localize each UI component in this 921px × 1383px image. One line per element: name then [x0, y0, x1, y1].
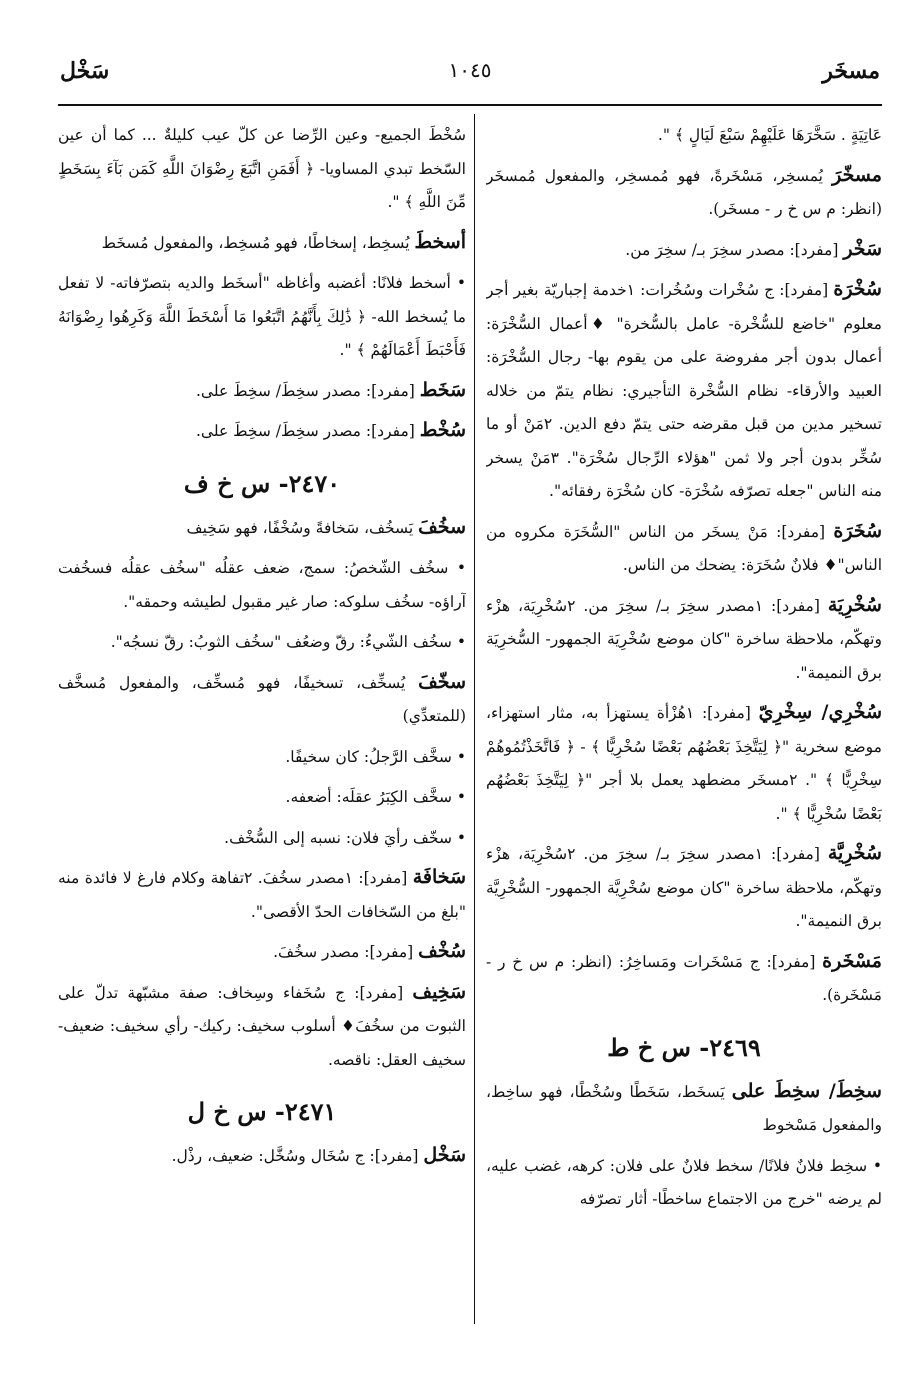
headword: سُخْف: [418, 940, 466, 962]
section-heading: ٢٤٧١- س خ ل: [187, 1097, 337, 1126]
headword: سُخْرِيَة: [827, 593, 882, 616]
entry: [58, 740, 466, 775]
entry: [486, 515, 882, 583]
entry: [486, 696, 882, 831]
entry: [58, 374, 466, 409]
entry: [486, 1149, 882, 1217]
definition: [مفرد]: ١هُزْأة يستهزأ به، مثار استهزاء، موضع سخرية "﴿ لِيَتَّخِذَ بَعْضُهُم بَعْضًا سُخْرِيًّا ﴾ - ﴿ فَاتَّخَذْتُمُوهُمْ سِخْرِيًّا ﴾ ". ٢مسخَر مضطهد يعمل بلا أجر "﴿ لِيَتَّخِذَ بَعْضُهُم بَعْضًا سُخْرِيًّا ﴾ ".: [486, 704, 882, 823]
entry: [58, 1139, 466, 1174]
definition: [مفرد]: ج مَسْخَرات ومَساخِرُ: (انظر: م س خ ر - مَسْخَرة).: [486, 952, 882, 1004]
entry: [58, 625, 466, 660]
definition: [مفرد]: مصدر سخُفَ.: [273, 943, 414, 961]
definition: يُسخِط، إسخاطًا، فهو مُسخِط، والمفعول مُسخَط: [101, 233, 410, 252]
header-rule: [58, 104, 882, 106]
entry: [486, 159, 882, 227]
section-heading: ٢٤٦٩- س خ ط: [607, 1032, 761, 1062]
definition: • سخُف الشّيءُ: رقّ وضعُف "سخُف الثوبُ: رقّ نسجُه".: [110, 633, 466, 651]
right-column: [486, 118, 882, 1338]
entry: [486, 945, 882, 1013]
guide-word-right: مسخَر: [822, 58, 880, 84]
definition: [مفرد]: ج سُخَفاء وسِخاف: صفة مشبّهة تدلّ على الثبوت من سخُفَ♦ أسلوب سخيف: ركيك- رأي سخيف: ضعيف- سخيف العقل: ناقصه.: [58, 983, 466, 1069]
headword: سَخِيف: [412, 980, 466, 1003]
headword: سخّفَ: [418, 670, 466, 693]
definition: [مفرد]: مَنْ يسخَر من الناس "السُّخَرَة مكروه من الناس"♦ فلانٌ سُخَرَة: يضحك من الناس.: [486, 522, 882, 574]
definition: عَاتِيَةٍ . سَخَّرَهَا عَلَيْهِمْ سَبْعَ لَيَالٍ ﴾ ".: [657, 126, 882, 144]
headword: سُخْرِي/ سِخْرِيّ: [758, 701, 882, 723]
definition: [مفرد]: مصدر سخِرَ بـ/ سخِرَ من.: [625, 240, 839, 259]
definition: سُخْطَ الجميع- وعين الرِّضا عن كلّ عيب كليلةٌ ... كما أن عين السّخط تبدي المساويا- ﴿ أَفَمَنِ اتَّبَعَ رِضْوَانَ اللَّهِ كَمَن بَآءَ بِسَخَطٍ مِّنَ اللَّهِ ﴾ ".: [58, 126, 466, 211]
headword: مسخّرَ: [832, 163, 882, 186]
entry: [58, 226, 466, 261]
definition: [مفرد]: ج سُخْرات وسُخُرات: ١خدمة إجباريّة بغير أجر معلوم "خاضع للسُّخْرة- عامل بالسُّخرة" ♦أعمال السُّخْرَة: أعمال بدون أجر مفروضة على من يقوم بها- رجال السُّخْرَة: العبيد والأرقاء- نظام السُّخْرة التأجيري: نظام يتمّ من خلاله تسخير مدين من قبل مقرضه حتى يتمّ دفع الدين. ٢مَنْ أو ما سُخِّر بدون أجر ولا ثمن "هؤلاء الرِّجال سُخْرَة". ٣مَنْ يسخر منه الناس "جعله تصرّفه سُخْرَة- كان سُخْرَة رفقائه".: [486, 281, 882, 500]
headword: سخُفَ: [418, 515, 466, 538]
definition: يَسخُف، سَخافةً وسُخْفًا، فهو سَخِيف: [186, 518, 414, 537]
headword: سَخافَة: [412, 866, 466, 888]
entry: [486, 589, 882, 691]
page-number: ١٠٤٥: [448, 58, 492, 82]
definition: يَسخَط، سَخَطًا وسُخْطًا، فهو ساخِط، والمفعول مَسْخوط: [486, 1082, 882, 1134]
headword: سَخْر: [843, 237, 882, 260]
headword: أسخطَ: [414, 230, 466, 253]
definition: • سخّف رأيَ فلان: نسبه إلى السُّخْف.: [224, 828, 466, 847]
entry: [58, 666, 466, 734]
definition: [مفرد]: مصدر سخِطَ/ سخِطَ على.: [195, 422, 415, 440]
entry: [58, 976, 466, 1078]
section-heading: ٢٤٧٠- س خ ف: [183, 468, 341, 498]
page-header: [60, 58, 880, 98]
entry: [486, 233, 882, 268]
entry: [486, 1075, 882, 1143]
entry: [486, 118, 882, 153]
definition: • أسخط فلانًا: أغضبه وأغاظه "أسخَط والديه بتصرّفاته- لا تفعل ما يُسخط الله- ﴿ ذَٰلِكَ بِأَنَّهُمُ اتَّبَعُوا مَا أَسْخَطَ اللَّهَ وَكَرِهُوا رِضْوَانَهُ فَأَحْبَطَ أَعْمَالَهُمْ ﴾ ".: [58, 274, 466, 359]
definition: [مفرد]: ١مصدر سخِرَ بـ/ سخِرَ من. ٢سُخْرِيَة، هزْء وتهكّم، ملاحظة ساخرة "كان موضع سُخْرِيَة الجمهور- السُّخرِيَة برق النميمة".: [486, 596, 882, 682]
entry: [58, 118, 466, 220]
entry: [58, 266, 466, 368]
headword: سُخْرَة: [833, 278, 882, 300]
entry: [58, 780, 466, 815]
entry: [58, 414, 466, 449]
entry: [58, 551, 466, 619]
headword: سُخْط: [419, 419, 466, 441]
headword: سُخَرَة: [833, 519, 882, 542]
entry: [486, 837, 882, 939]
definition: • سخِط فلانٌ فلانًا/ سخط فلانٌ على فلان: كرهه، غضب عليه، لم يرضه "خرج من الاجتماع ساخطًا- أثار تصرّفه: [486, 1156, 882, 1208]
definition: • سخُف الشّخصُ: سمج، ضعف عقلُه "سخُف عقلُه فسخُفت آراؤه- سخُف سلوكه: صار غير مقبول لطيشه وحمقه".: [58, 559, 466, 611]
headword: سخِطَ/ سخِطَ على: [731, 1079, 882, 1102]
definition: [مفرد]: مصدر سخِطَ/ سخِطَ على.: [195, 381, 415, 400]
definition: • سخَّف الرَّجلُ: كان سخيفًا.: [285, 747, 466, 766]
column-divider: [474, 114, 475, 1324]
definition: يُسخِّف، تسخيفًا، فهو مُسخِّف، والمفعول مُسخَّف (للمتعدِّي): [58, 673, 466, 725]
definition: [مفرد]: ١مصدر سخُفَ. ٢تفاهة وكلام فارغ لا فائدة منه "بلغ من السّخافات الحدّ الأقصى".: [58, 869, 466, 921]
headword: سَخْل: [423, 1144, 466, 1166]
headword: سَخَط: [419, 378, 466, 401]
guide-word-left: سَخْل: [60, 58, 110, 84]
definition: يُمسخِر، مَسْخَرةً، فهو مُمسخِر، والمفعول مُمسخَر (انظر: م س خ ر - مسخَر).: [486, 166, 882, 218]
entry: [58, 511, 466, 546]
definition: • سخَّف الكِبَرُ عقلَه: أضعفه.: [285, 788, 466, 806]
definition: [مفرد]: ج سُخَال وسُخَّل: ضعيف، رذْل.: [171, 1147, 419, 1165]
headword: سُخْرِيَّة: [827, 842, 882, 864]
entry: [58, 935, 466, 970]
definition: [مفرد]: ١مصدر سخِرَ بـ/ سخِرَ من. ٢سُخْرِيَة، هزْء وتهكّم، ملاحظة ساخرة "كان موضع سُخْرِيَّة الجمهور- السُّخْرِيَّة برق النميمة".: [486, 845, 882, 930]
left-column: [58, 118, 466, 1338]
entry: [58, 861, 466, 929]
entry: [58, 821, 466, 856]
entry: [486, 273, 882, 509]
headword: مَسْخَرة: [822, 949, 882, 972]
